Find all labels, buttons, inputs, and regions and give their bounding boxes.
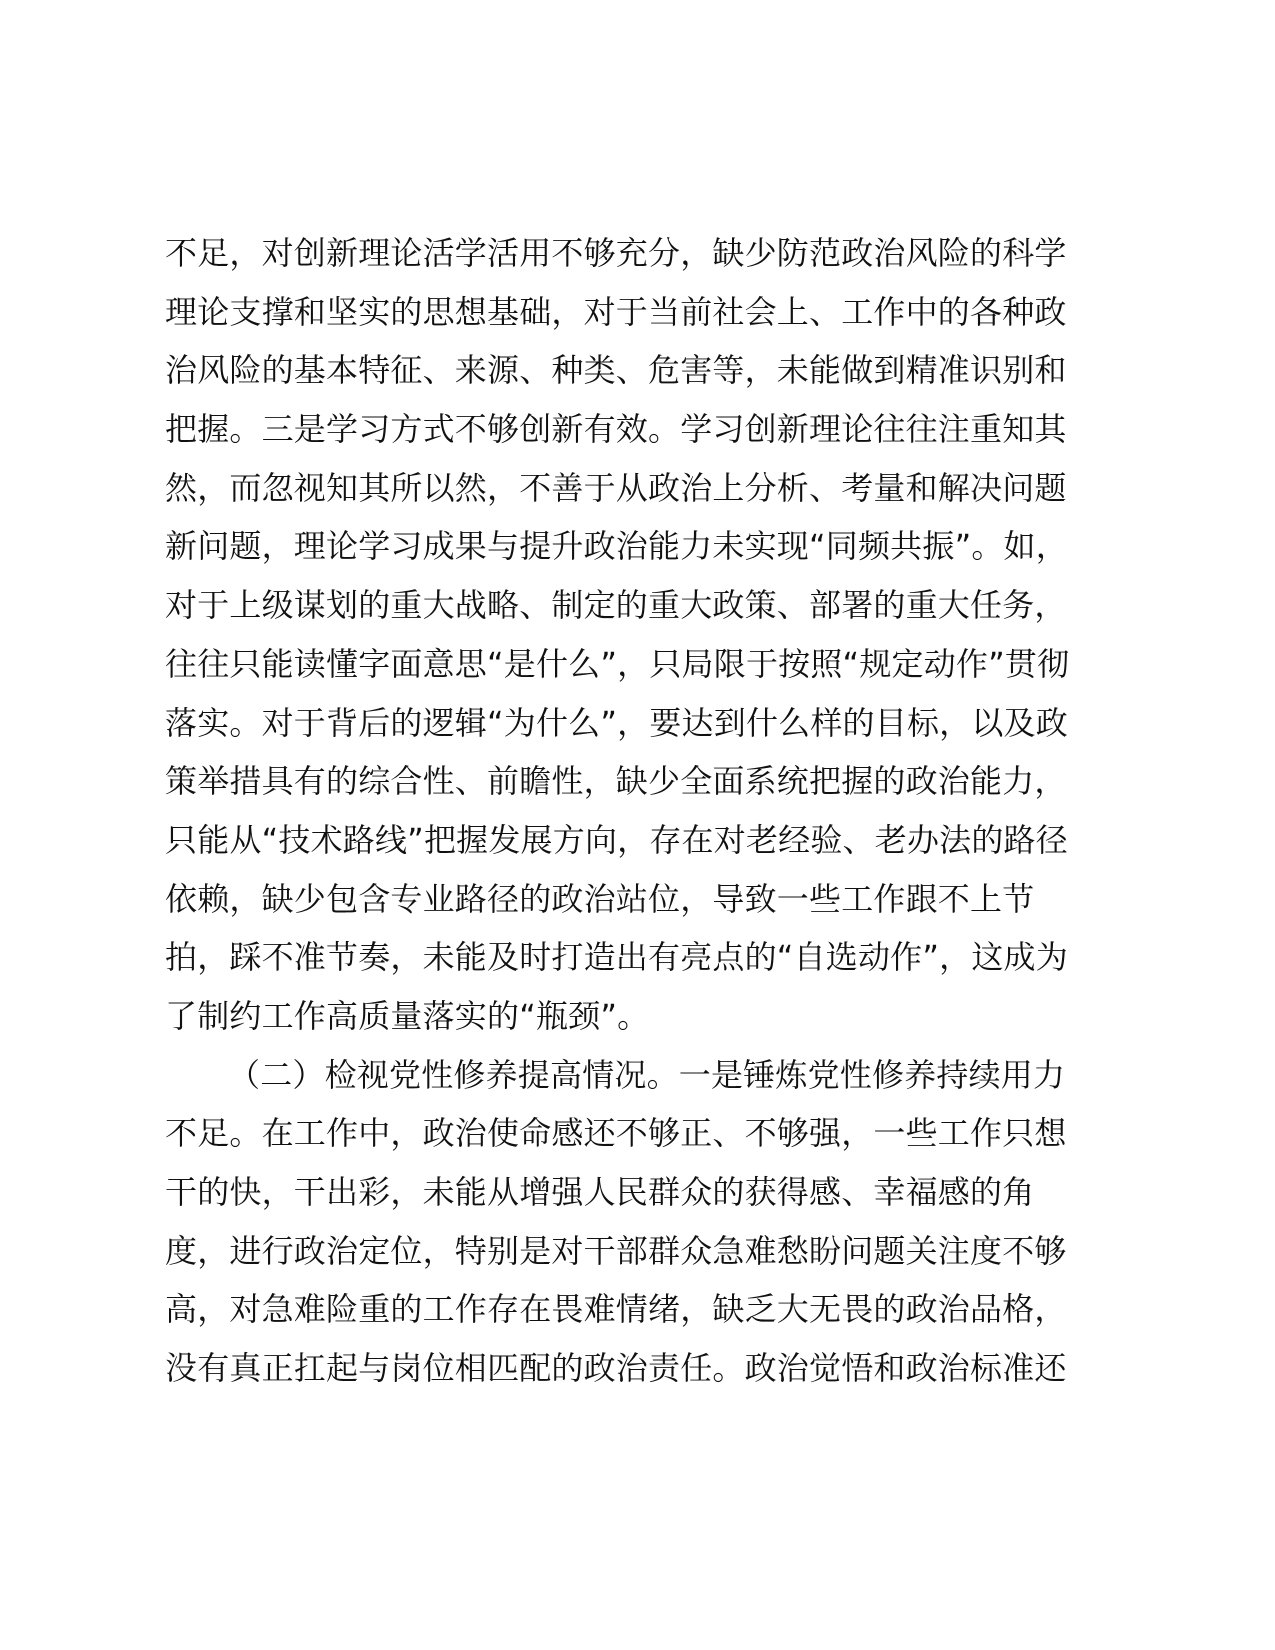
text-line: 落实。对于背后的逻辑“为什么”，要达到什么样的目标，以及政 — [165, 703, 1068, 742]
text-line: 把握。三是学习方式不够创新有效。学习创新理论往往注重知其 — [165, 410, 1067, 449]
text-line: 依赖，缺少包含专业路径的政治站位，导致一些工作跟不上节 — [165, 879, 1035, 918]
text-line: 理论支撑和坚实的思想基础，对于当前社会上、工作中的各种政 — [165, 292, 1067, 331]
text-line: 不足，对创新理论活学活用不够充分，缺少防范政治风险的科学 — [165, 234, 1067, 272]
text-line: 对于上级谋划的重大战略、制定的重大政策、部署的重大任务， — [165, 586, 1067, 625]
section-heading-line: （二）检视党性修养提高情况。一是锤炼党性修养持续用力 — [228, 1055, 1066, 1094]
body-text — [165, 224, 1125, 1398]
text-line: 策举措具有的综合性、前瞻性，缺少全面系统把握的政治能力， — [165, 762, 1067, 801]
text-line: 拍，踩不准节奏，未能及时打造出有亮点的“自选动作”，这成为 — [165, 938, 1068, 977]
text-line: 往往只能读懂字面意思“是什么”，只局限于按照“规定动作”贯彻 — [165, 644, 1070, 683]
text-line: 没有真正扛起与岗位相匹配的政治责任。政治觉悟和政治标准还 — [165, 1349, 1067, 1388]
text-line: 不足。在工作中，政治使命感还不够正、不够强，一些工作只想 — [165, 1114, 1067, 1153]
text-line: 了制约工作高质量落实的“瓶颈”。 — [165, 996, 650, 1035]
text-line: 度，进行政治定位，特别是对干部群众急难愁盼问题关注度不够 — [165, 1231, 1067, 1270]
text-line: 高，对急难险重的工作存在畏难情绪，缺乏大无畏的政治品格， — [165, 1290, 1067, 1329]
text-line: 干的快，干出彩，未能从增强人民群众的获得感、幸福感的角 — [165, 1173, 1035, 1211]
text-line: 新问题，理论学习成果与提升政治能力未实现“同频共振”。如， — [165, 527, 1068, 566]
text-line: 然，而忽视知其所以然，不善于从政治上分析、考量和解决问题 — [165, 468, 1067, 507]
text-line: 只能从“技术路线”把握发展方向，存在对老经验、老办法的路径 — [165, 820, 1068, 859]
text-line: 治风险的基本特征、来源、种类、危害等，未能做到精准识别和 — [165, 351, 1067, 390]
